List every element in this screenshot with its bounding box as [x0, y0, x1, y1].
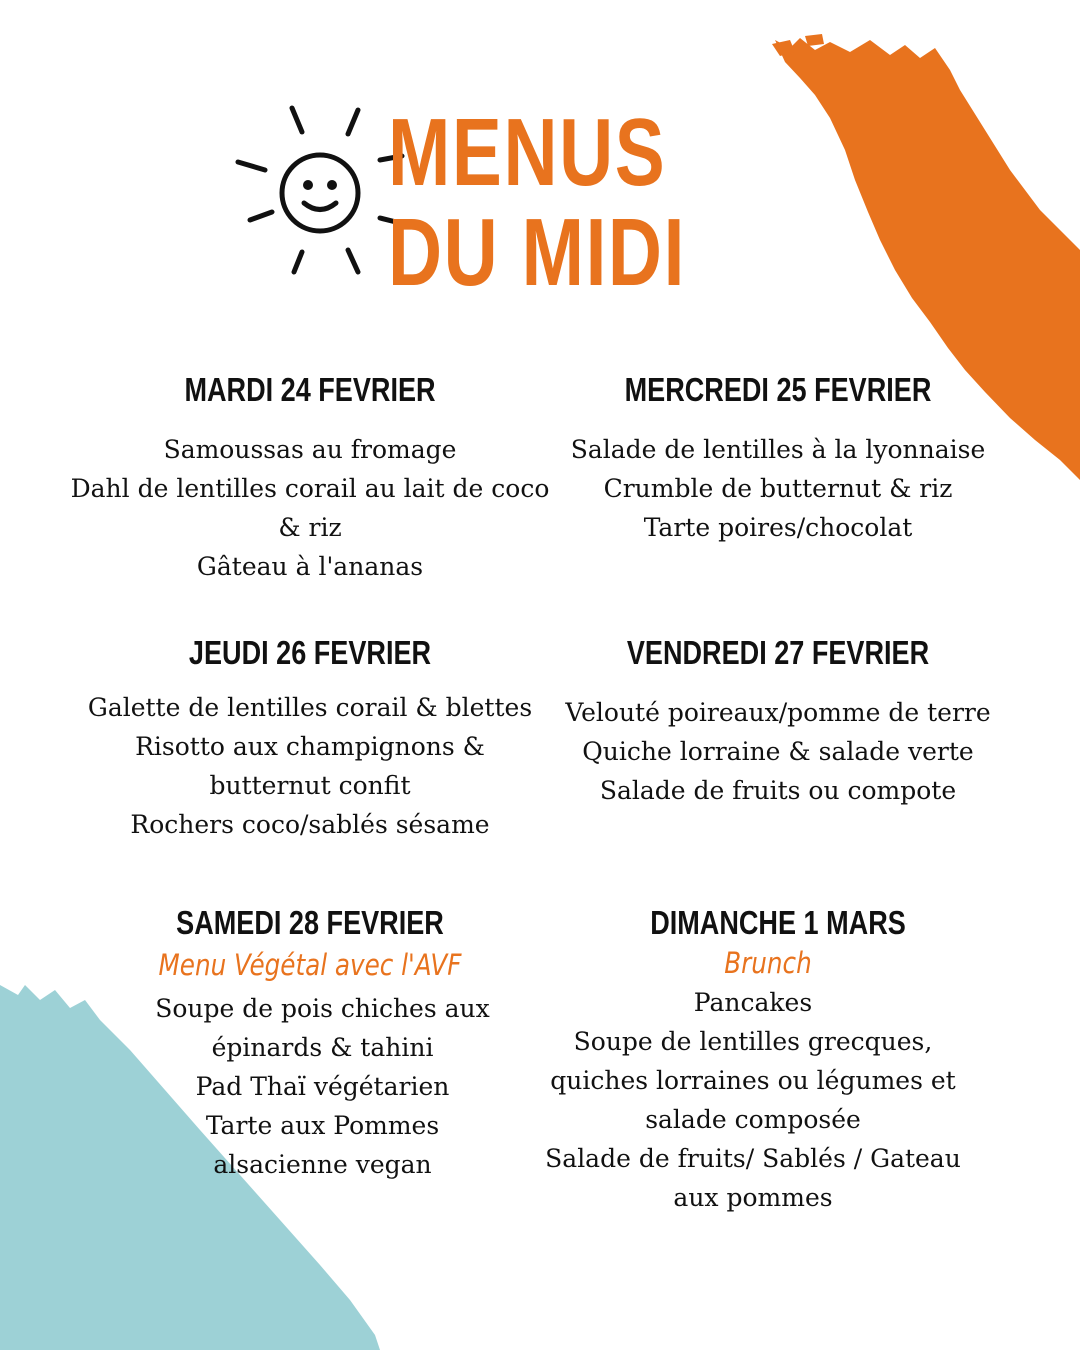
menu-item: Salade de fruits/ Sablés / Gateau [545, 1144, 961, 1173]
day-title: SAMEDI 28 FEVRIER [176, 904, 444, 941]
menu-item: aux pommes [673, 1183, 833, 1212]
menu-item: & riz [278, 513, 342, 542]
menu-item: Soupe de lentilles grecques, [573, 1027, 933, 1056]
menu-item: Pad Thaï végétarien [195, 1072, 450, 1101]
day-block-vendredi [528, 633, 1028, 810]
menu-item: Pancakes [693, 988, 813, 1017]
menu-item: Samoussas au fromage [163, 435, 457, 464]
menu-item: épinards & tahini [211, 1033, 434, 1062]
day-block-jeudi [60, 633, 560, 844]
menu-item: Salade de lentilles à la lyonnaise [570, 435, 986, 464]
day-title: JEUDI 26 FEVRIER [188, 634, 432, 671]
menu-item: Tarte poires/chocolat [643, 513, 913, 542]
title-line-1: MENUS [388, 99, 667, 206]
menu-item: Risotto aux champignons & [135, 732, 485, 761]
menu-item-list [528, 693, 1028, 810]
menu-item: Tarte aux Pommes [205, 1111, 440, 1140]
day-title: VENDREDI 27 FEVRIER [626, 634, 930, 671]
day-subtitle: Brunch [724, 946, 812, 980]
day-title: DIMANCHE 1 MARS [650, 904, 906, 941]
menu-item: Rochers coco/sablés sésame [130, 810, 490, 839]
menu-item: alsacienne vegan [213, 1150, 432, 1179]
day-title: MARDI 24 FEVRIER [184, 371, 436, 408]
menu-item: quiches lorraines ou légumes et [550, 1066, 956, 1095]
menu-item: Velouté poireaux/pomme de terre [565, 698, 991, 727]
menu-item: Gâteau à l'ananas [196, 552, 424, 581]
smiling-sun-icon [230, 100, 410, 280]
menu-item: Galette de lentilles corail & blettes [87, 693, 533, 722]
menu-item-list [528, 430, 1028, 547]
menu-item: Salade de fruits ou compote [599, 776, 957, 805]
title-line-2: DU MIDI [388, 199, 686, 306]
menu-item: salade composée [645, 1105, 861, 1134]
day-block-mardi [60, 370, 560, 586]
day-title: MERCREDI 25 FEVRIER [624, 371, 932, 408]
day-block-dimanche [528, 903, 1028, 1217]
menu-item: Crumble de butternut & riz [603, 474, 953, 503]
menu-item: butternut confit [209, 771, 411, 800]
menu-item-list [60, 688, 560, 844]
menu-item-list [60, 430, 560, 586]
menu-item: Soupe de pois chiches aux [155, 994, 490, 1023]
day-subtitle: Menu Végétal avec l'AVF [158, 948, 462, 982]
menu-item-list [478, 983, 1028, 1217]
menu-item: Dahl de lentilles corail au lait de coco [70, 474, 550, 503]
day-block-mercredi [528, 370, 1028, 547]
menu-item: Quiche lorraine & salade verte [582, 737, 974, 766]
